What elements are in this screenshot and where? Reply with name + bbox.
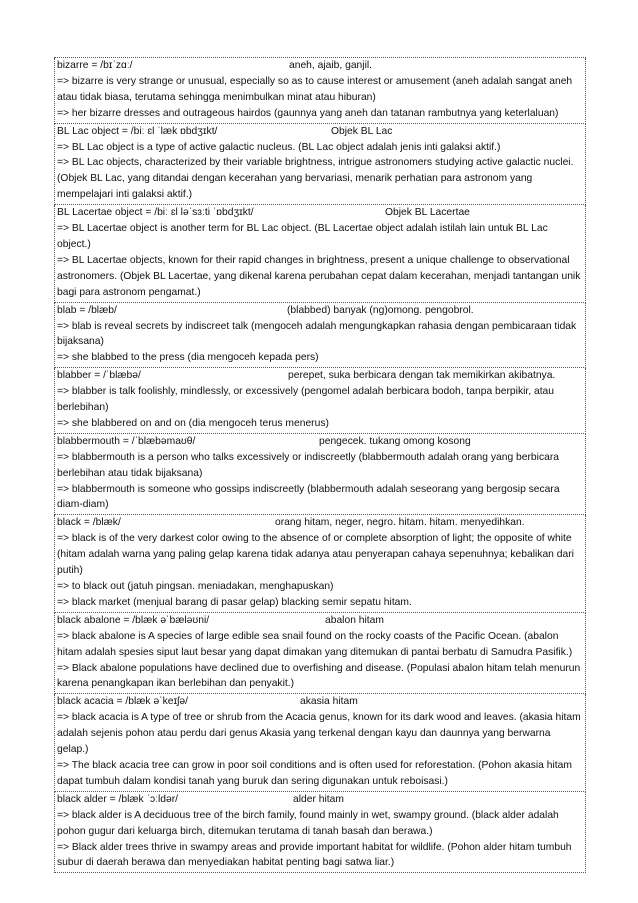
entry-headword: BL Lacertae object = /biː ɛl ləˈsɜːti ˈɒbdʒɪkt/ — [57, 207, 254, 219]
entry-example-line: => she blabbered on and on (dia mengoceh terus menerus) — [57, 417, 329, 429]
entry-headword: blabbermouth = /ˈblæbəmaʊθ/ — [57, 435, 196, 447]
entry-example-line: => Black abalone populations have declined due to overfishing and disease. (Populasi abalon hitam telah menurun karena penangkapan ikan berlebihan dan penyakit.) — [57, 662, 581, 690]
dictionary-entry — [54, 205, 586, 302]
entry-meaning: aneh, ajaib, ganjil. — [289, 60, 373, 71]
dictionary-entry — [54, 694, 586, 791]
entry-example-line: => she blabbed to the press (dia mengoceh kepada pers) — [57, 352, 319, 364]
entry-meaning: perepet, suka berbicara dengan tak memikirkan akibatnya. — [288, 370, 556, 382]
entry-headword: blab = /blæb/ — [57, 304, 117, 316]
entry-header — [57, 792, 583, 808]
dictionary-entry — [54, 434, 586, 516]
entry-headword: black alder = /blæk ˈɔːldər/ — [57, 793, 179, 805]
entry-example-line: => BL Lac object is a type of active galactic nucleus. (BL Lac object adalah jenis inti galaksi aktif.) — [57, 141, 501, 153]
entry-example-line: => black abalone is A species of large edible sea snail found on the rocky coasts of the Pacific Ocean. (abalon hitam adalah spesies siput laut besar yang dapat dimakan yang ditemukan di pantai berbatu di Samudra Pasifik.) — [57, 630, 573, 658]
dictionary-entry — [54, 368, 586, 434]
entry-header — [57, 303, 583, 319]
entry-example-line: => BL Lacertae objects, known for their rapid changes in brightness, present a unique challenge to observational astronomers. (Objek BL Lacertae, yang dikenal karena perubahan cepat dalam kecerahan, menjadi tantangan unik bagi para astronom pengamat.) — [57, 254, 581, 298]
entry-example-line: => blabbermouth is a person who talks excessively or indiscreetly (blabbermouth adalah orang yang berbicara berlebihan atau tidak bijaksana) — [57, 451, 559, 479]
entry-example-line: => BL Lacertae object is another term for BL Lac object. (BL Lacertae object adalah istilah lain untuk BL Lac object.) — [57, 223, 548, 250]
entry-example-line: => black market (menjual barang di pasar gelap) blacking semir sepatu hitam. — [57, 596, 412, 608]
entry-example-line: => black alder is A deciduous tree of the birch family, found mainly in wet, swampy ground. (black alder adalah pohon gugur dari keluarga birch, ditemukan terutama di tanah basah dan berawa.) — [57, 809, 559, 837]
entry-header — [57, 434, 583, 450]
entry-meaning: pengecek. tukang omong kosong — [319, 435, 471, 447]
entry-meaning: Objek BL Lacertae — [385, 207, 470, 219]
entry-example-line: => black is of the very darkest color owing to the absence of or complete absorption of light; the opposite of white (hitam adalah warna yang paling gelap karena tidak adanya atau penyerapan cahaya sepenuhnya; kebalikan dari putih) — [57, 533, 574, 577]
entry-meaning: (blabbed) banyak (ng)omong. pengobrol. — [287, 304, 474, 316]
entry-example-line: => The black acacia tree can grow in poor soil conditions and is often used for reforestation. (Pohon akasia hitam dapat tumbuh dalam kondisi tanah yang buruk dan sering digunakan untuk reboisasi.) — [57, 759, 572, 787]
entry-headword: black acacia = /blæk əˈkeɪʃə/ — [57, 696, 189, 708]
entry-example-line: => to black out (jatuh pingsan. meniadakan, menghapuskan) — [57, 581, 334, 592]
entry-example-line: => her bizarre dresses and outrageous hairdos (gaunnya yang aneh dan tatanan rambutnya yang keterlaluan) — [57, 107, 559, 119]
entry-meaning: alder hitam — [293, 793, 344, 805]
entry-headword: black = /blæk/ — [57, 517, 121, 529]
entry-meaning: Objek BL Lac — [331, 125, 393, 137]
dictionary-entry — [54, 613, 586, 695]
dictionary-page — [54, 57, 586, 873]
entry-example-line: => Black alder trees thrive in swampy areas and provide important habitat for wildlife. (Pohon alder hitam tumbuh subur di daerah berawa dan menyediakan habitat penting bagi satwa liar.) — [57, 841, 572, 869]
entry-header — [57, 205, 583, 221]
dictionary-entry — [54, 515, 586, 612]
dictionary-entry — [54, 792, 586, 874]
entry-headword: bizarre = /bɪˈzɑː/ — [57, 60, 133, 71]
entry-headword: blabber = /ˈblæbə/ — [57, 370, 141, 382]
entry-header — [57, 694, 583, 710]
entry-headword: BL Lac object = /biː ɛl ˈlæk ɒbdʒɪkt/ — [57, 125, 218, 137]
entry-example-line: => blabbermouth is someone who gossips indiscreetly (blabbermouth adalah seseorang yang bergosip secara diam-diam) — [57, 483, 560, 511]
dictionary-entry — [54, 58, 586, 124]
dictionary-entry — [54, 303, 586, 369]
entry-headword: black abalone = /blæk əˈbæləʊni/ — [57, 614, 210, 626]
entry-example-line: => BL Lac objects, characterized by their variable brightness, intrigue astronomers studying active galactic nuclei. (Objek BL Lac, yang ditandai dengan kecerahan yang bervariasi, menarik perhatian para astronom yang mempelajari inti galaksi aktif.) — [57, 157, 574, 201]
entry-meaning: akasia hitam — [300, 696, 358, 708]
entry-header — [57, 613, 583, 629]
entry-header — [57, 368, 583, 384]
dictionary-entry — [54, 124, 586, 206]
entry-meaning: orang hitam, neger, negro. hitam. hitam. menyedihkan. — [275, 517, 525, 529]
entry-example-line: => blabber is talk foolishly, mindlessly, or excessively (pengomel adalah berbicara bodoh, tanpa berpikir, atau berlebihan) — [57, 386, 555, 414]
entry-example-line: => blab is reveal secrets by indiscreet talk (mengoceh adalah mengungkapkan rahasia dengan pembicaraan tidak bijaksana) — [57, 320, 577, 348]
entry-header — [57, 58, 583, 74]
entry-header — [57, 124, 583, 140]
entry-header — [57, 515, 583, 531]
entry-meaning: abalon hitam — [325, 614, 384, 626]
entry-example-line: => bizarre is very strange or unusual, especially so as to cause interest or amusement (aneh adalah sangat aneh atau tidak biasa, terutama sehingga menimbulkan minat atau hiburan) — [57, 75, 573, 103]
entry-example-line: => black acacia is A type of tree or shrub from the Acacia genus, known for its dark wood and leaves. (akasia hitam adalah sejenis pohon atau perdu dari genus Akasia yang terkenal dengan kayu dan daunnya yang berwarna gelap.) — [57, 712, 581, 756]
